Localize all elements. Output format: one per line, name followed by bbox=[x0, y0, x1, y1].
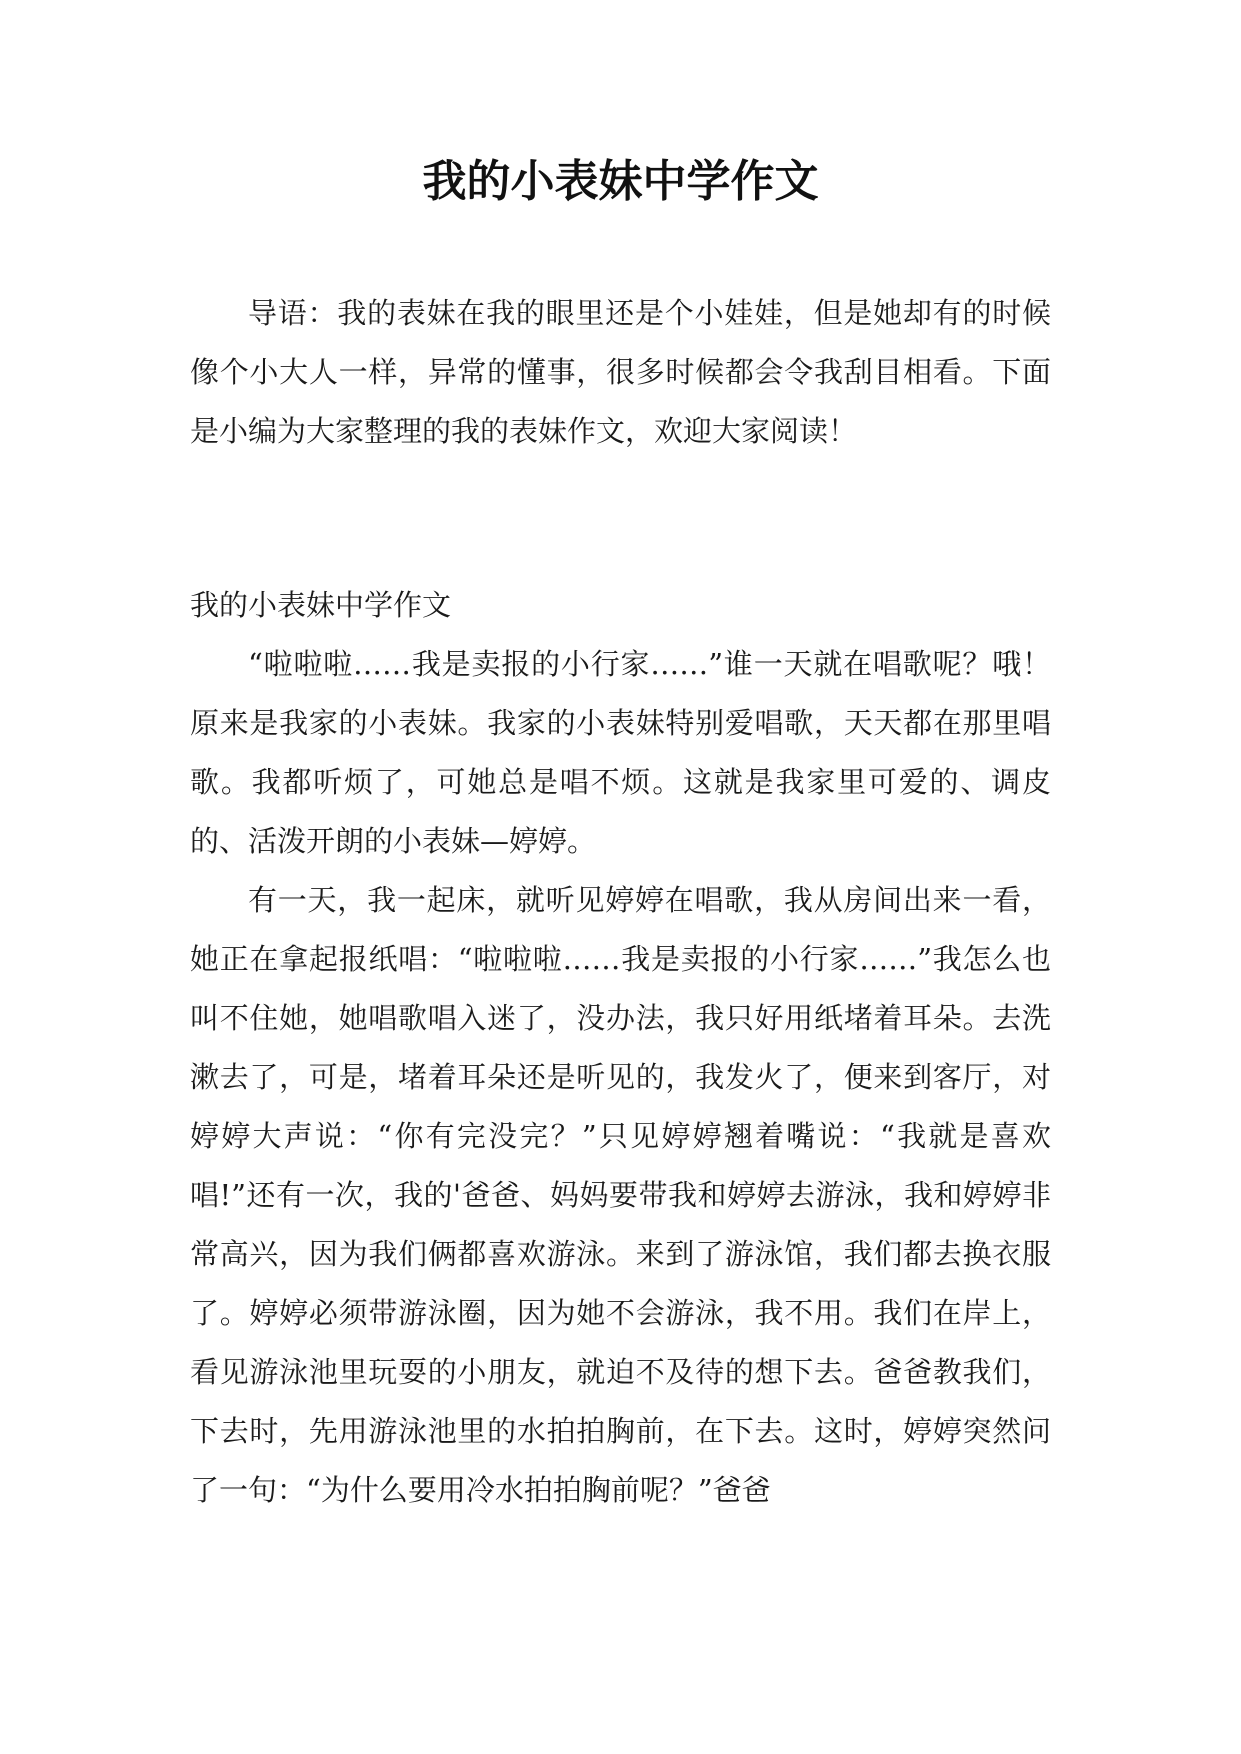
paragraph-1: “啦啦啦……我是卖报的小行家……”谁一天就在唱歌呢？哦！原来是我家的小表妹。我家的小表妹特别爱唱歌，天天都在那里唱歌。我都听烦了，可她总是唱不烦。这就是我家里可爱的、调皮的、活泼开朗的小表妹—婷婷。 bbox=[190, 647, 1051, 858]
intro-paragraph: 导语：我的表妹在我的眼里还是个小娃娃，但是她却有的时候像个小大人一样，异常的懂事，很多时候都会令我刮目相看。下面是小编为大家整理的我的表妹作文，欢迎大家阅读！ bbox=[190, 296, 1051, 448]
section-title: 我的小表妹中学作文 bbox=[190, 588, 452, 622]
intro-block bbox=[190, 284, 1051, 461]
document-title: 我的小表妹中学作文 bbox=[422, 156, 819, 207]
essay-body bbox=[190, 576, 1051, 1520]
paragraph-2: 有一天，我一起床，就听见婷婷在唱歌，我从房间出来一看，她正在拿起报纸唱：“啦啦啦……我是卖报的小行家……”我怎么也叫不住她，她唱歌唱入迷了，没办法，我只好用纸堵着耳朵。去洗漱去了，可是，堵着耳朵还是听见的，我发火了，便来到客厅，对婷婷大声说：“你有完没完？”只见婷婷翘着嘴说：“我就是喜欢唱!”还有一次，我的'爸爸、妈妈要带我和婷婷去游泳，我和婷婷非常高兴，因为我们俩都喜欢游泳。来到了游泳馆，我们都去换衣服了。婷婷必须带游泳圈，因为她不会游泳，我不用。我们在岸上，看见游泳池里玩耍的小朋友，就迫不及待的想下去。爸爸教我们，下去时，先用游泳池里的水拍拍胸前，在下去。这时，婷婷突然问了一句：“为什么要用冷水拍拍胸前呢？”爸爸 bbox=[190, 883, 1051, 1507]
